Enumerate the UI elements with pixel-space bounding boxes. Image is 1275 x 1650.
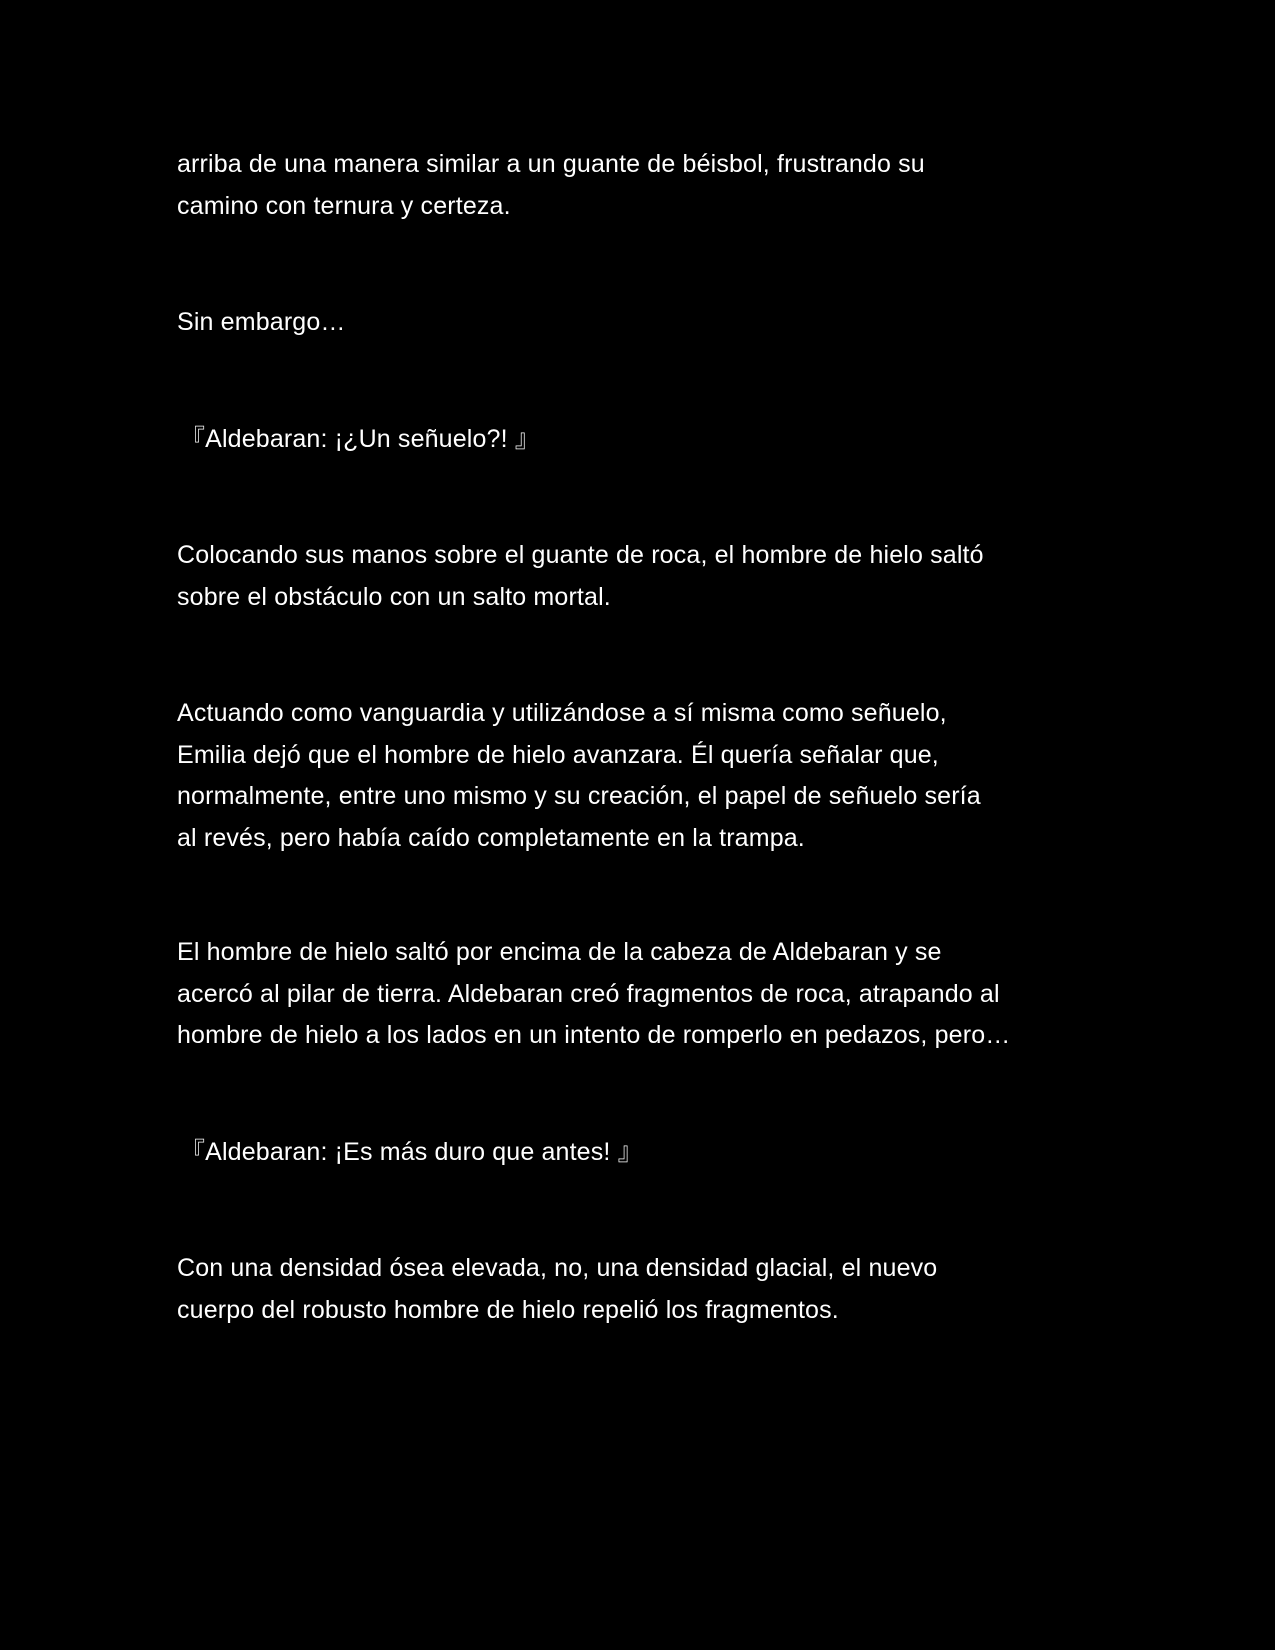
- text-line: Emilia dejó que el hombre de hielo avanzara. Él quería señalar que,: [177, 740, 939, 769]
- text-line: camino con ternura y certeza.: [177, 191, 511, 220]
- text-line: cuerpo del robusto hombre de hielo repelió los fragmentos.: [177, 1295, 839, 1324]
- paragraph: [177, 302, 1117, 344]
- text-line: Sin embargo…: [177, 308, 346, 336]
- paragraph: [177, 535, 1117, 618]
- text-line: al revés, pero había caído completamente en la trampa.: [177, 823, 805, 852]
- text-line: Con una densidad ósea elevada, no, una densidad glacial, el nuevo: [177, 1254, 938, 1282]
- text-line: Actuando como vanguardia y utilizándose a sí misma como señuelo,: [177, 699, 947, 727]
- text-line: acercó al pilar de tierra. Aldebaran creó fragmentos de roca, atrapando al: [177, 979, 1000, 1008]
- text-line: hombre de hielo a los lados en un intento de romperlo en pedazos, pero…: [177, 1021, 1011, 1049]
- paragraph: [177, 1248, 1117, 1331]
- text-line: arriba de una manera similar a un guante de béisbol, frustrando su: [177, 150, 925, 178]
- dialogue-line: [180, 419, 1120, 461]
- text-line: sobre el obstáculo con un salto mortal.: [177, 582, 611, 611]
- paragraph: [177, 693, 1117, 859]
- text-line: Colocando sus manos sobre el guante de roca, el hombre de hielo saltó: [177, 541, 984, 569]
- dialogue-line: [180, 1132, 1120, 1174]
- paragraph: [177, 932, 1117, 1057]
- text-line: 『Aldebaran: ¡Es más duro que antes! 』: [180, 1138, 643, 1166]
- text-line: El hombre de hielo saltó por encima de la cabeza de Aldebaran y se: [177, 938, 942, 966]
- text-line: normalmente, entre uno mismo y su creación, el papel de señuelo sería: [177, 782, 981, 810]
- paragraph: [177, 144, 1117, 227]
- text-line: 『Aldebaran: ¡¿Un señuelo?! 』: [180, 425, 540, 453]
